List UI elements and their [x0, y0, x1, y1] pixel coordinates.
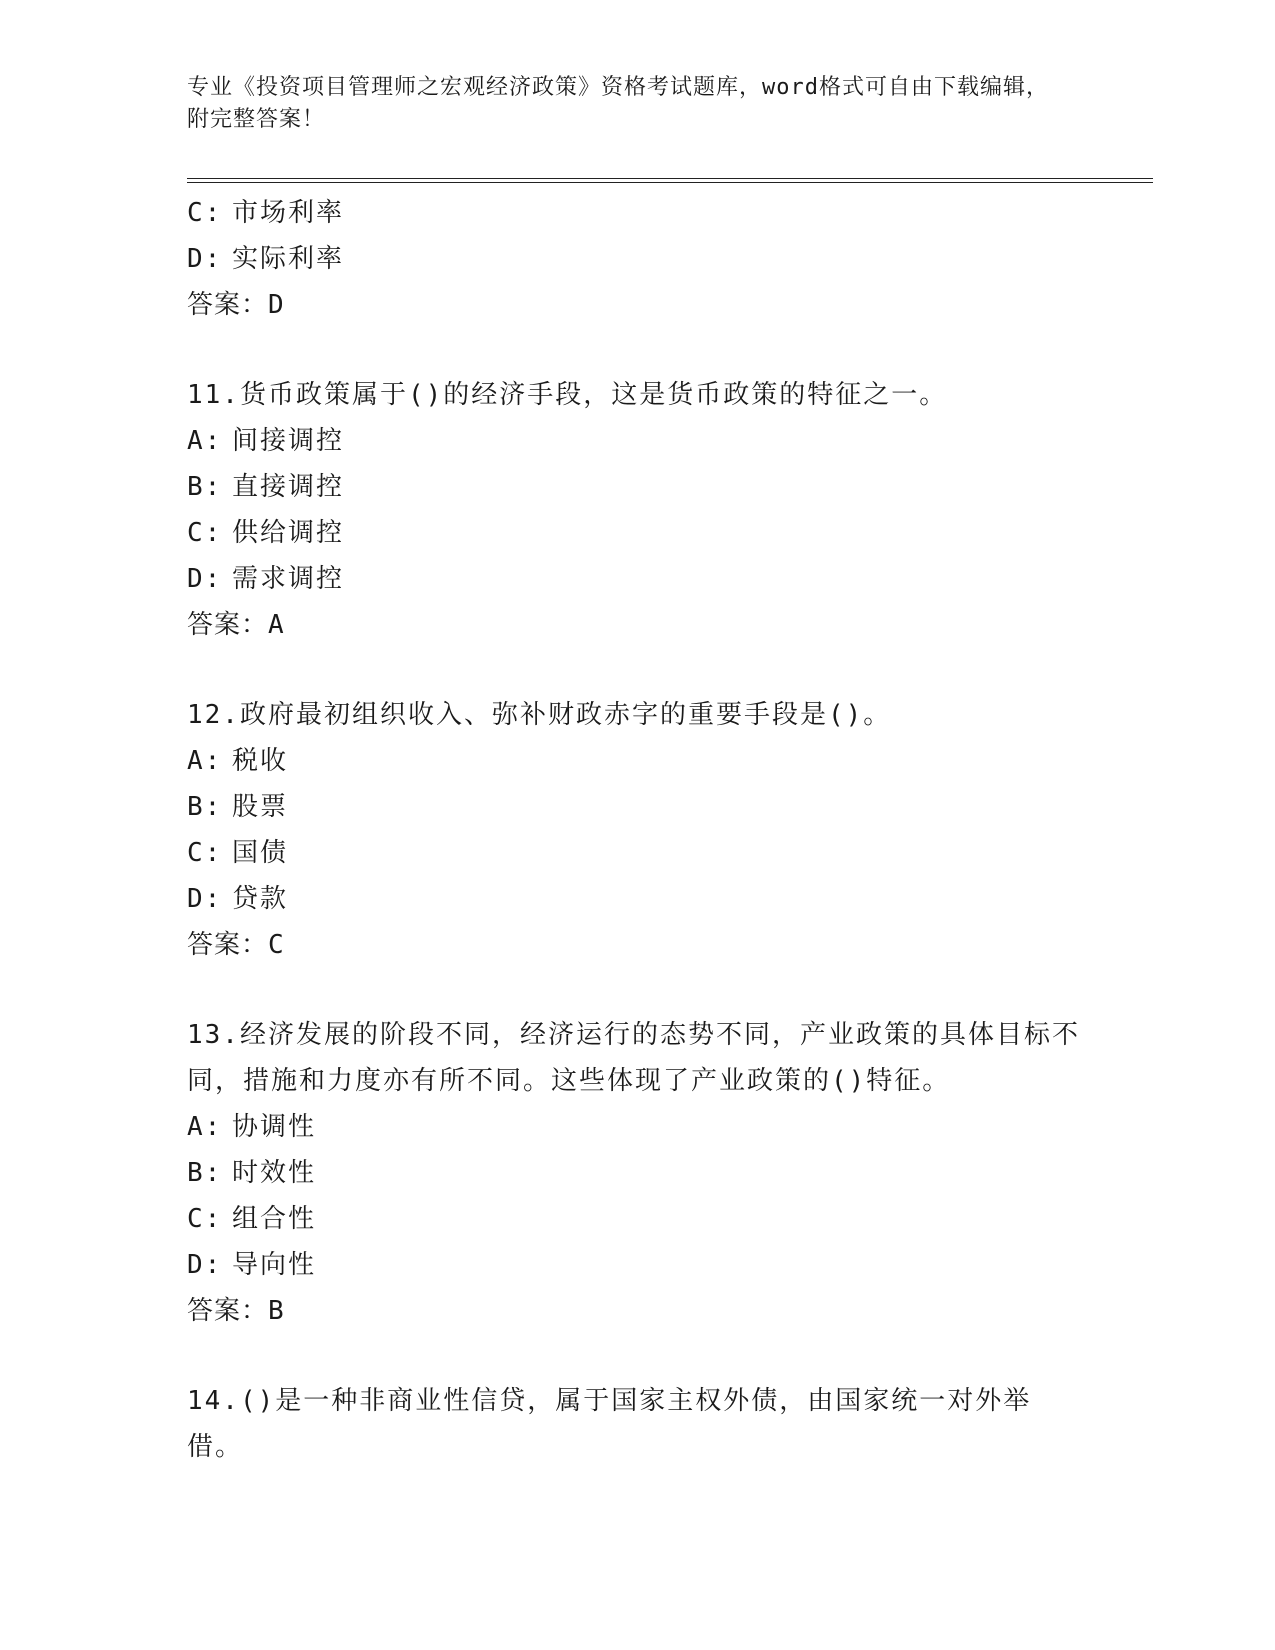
- option-text: 供给调控: [232, 518, 345, 548]
- option-letter: D:: [187, 1250, 223, 1280]
- answer-value: D: [268, 290, 285, 320]
- option-text: 股票: [232, 792, 289, 822]
- document-header: 专业《投资项目管理师之宏观经济政策》资格考试题库，word格式可自由下载编辑，附完整答案！: [187, 75, 1049, 132]
- option-letter: A:: [187, 1112, 223, 1142]
- option-d: [187, 236, 1087, 282]
- answer-label: 答案：: [187, 610, 269, 640]
- answer-value: B: [268, 1296, 285, 1326]
- answer-line: [187, 922, 1087, 968]
- option-letter: C:: [187, 518, 223, 548]
- option-b: [187, 1150, 1087, 1196]
- option-text: 时效性: [232, 1158, 317, 1188]
- option-text: 组合性: [232, 1204, 317, 1234]
- option-d: [187, 876, 1087, 922]
- question-stem: 14.()是一种非商业性信贷，属于国家主权外债，由国家统一对外举借。: [187, 1386, 1032, 1462]
- option-text: 实际利率: [232, 244, 345, 274]
- prev-question-block: [187, 190, 1087, 328]
- option-letter: A:: [187, 426, 223, 456]
- answer-line: [187, 282, 1087, 328]
- option-d: [187, 1242, 1087, 1288]
- question-12: [187, 692, 1087, 968]
- option-letter: B:: [187, 792, 223, 822]
- option-text: 需求调控: [232, 564, 345, 594]
- option-c: [187, 1196, 1087, 1242]
- option-text: 直接调控: [232, 472, 345, 502]
- option-letter: D:: [187, 244, 223, 274]
- answer-label: 答案：: [187, 930, 269, 960]
- option-letter: D:: [187, 564, 223, 594]
- option-c: [187, 830, 1087, 876]
- option-letter: A:: [187, 746, 223, 776]
- question-stem: 12.政府最初组织收入、弥补财政赤字的重要手段是()。: [187, 700, 892, 730]
- option-d: [187, 556, 1087, 602]
- header-divider: [187, 178, 1153, 183]
- question-13: [187, 1012, 1087, 1334]
- answer-value: C: [268, 930, 285, 960]
- option-letter: C:: [187, 198, 223, 228]
- option-letter: D:: [187, 884, 223, 914]
- answer-label: 答案：: [187, 290, 269, 320]
- option-letter: C:: [187, 838, 223, 868]
- option-letter: B:: [187, 1158, 223, 1188]
- answer-line: [187, 602, 1087, 648]
- answer-line: [187, 1288, 1087, 1334]
- option-letter: C:: [187, 1204, 223, 1234]
- question-stem: 13.经济发展的阶段不同，经济运行的态势不同，产业政策的具体目标不同，措施和力度亦有所不同。这些体现了产业政策的()特征。: [187, 1020, 1080, 1096]
- answer-label: 答案：: [187, 1296, 269, 1326]
- question-list: [187, 190, 1087, 1470]
- option-b: [187, 464, 1087, 510]
- question-11: [187, 372, 1087, 648]
- option-b: [187, 784, 1087, 830]
- option-text: 协调性: [232, 1112, 317, 1142]
- option-text: 国债: [232, 838, 289, 868]
- option-text: 税收: [232, 746, 289, 776]
- option-c: [187, 510, 1087, 556]
- option-text: 贷款: [232, 884, 289, 914]
- option-c: [187, 190, 1087, 236]
- question-stem: 11.货币政策属于()的经济手段，这是货币政策的特征之一。: [187, 380, 948, 410]
- question-14: [187, 1378, 1087, 1470]
- option-a: [187, 418, 1087, 464]
- option-text: 市场利率: [232, 198, 345, 228]
- option-a: [187, 1104, 1087, 1150]
- answer-value: A: [268, 610, 285, 640]
- option-text: 导向性: [232, 1250, 317, 1280]
- option-letter: B:: [187, 472, 223, 502]
- option-text: 间接调控: [232, 426, 345, 456]
- option-a: [187, 738, 1087, 784]
